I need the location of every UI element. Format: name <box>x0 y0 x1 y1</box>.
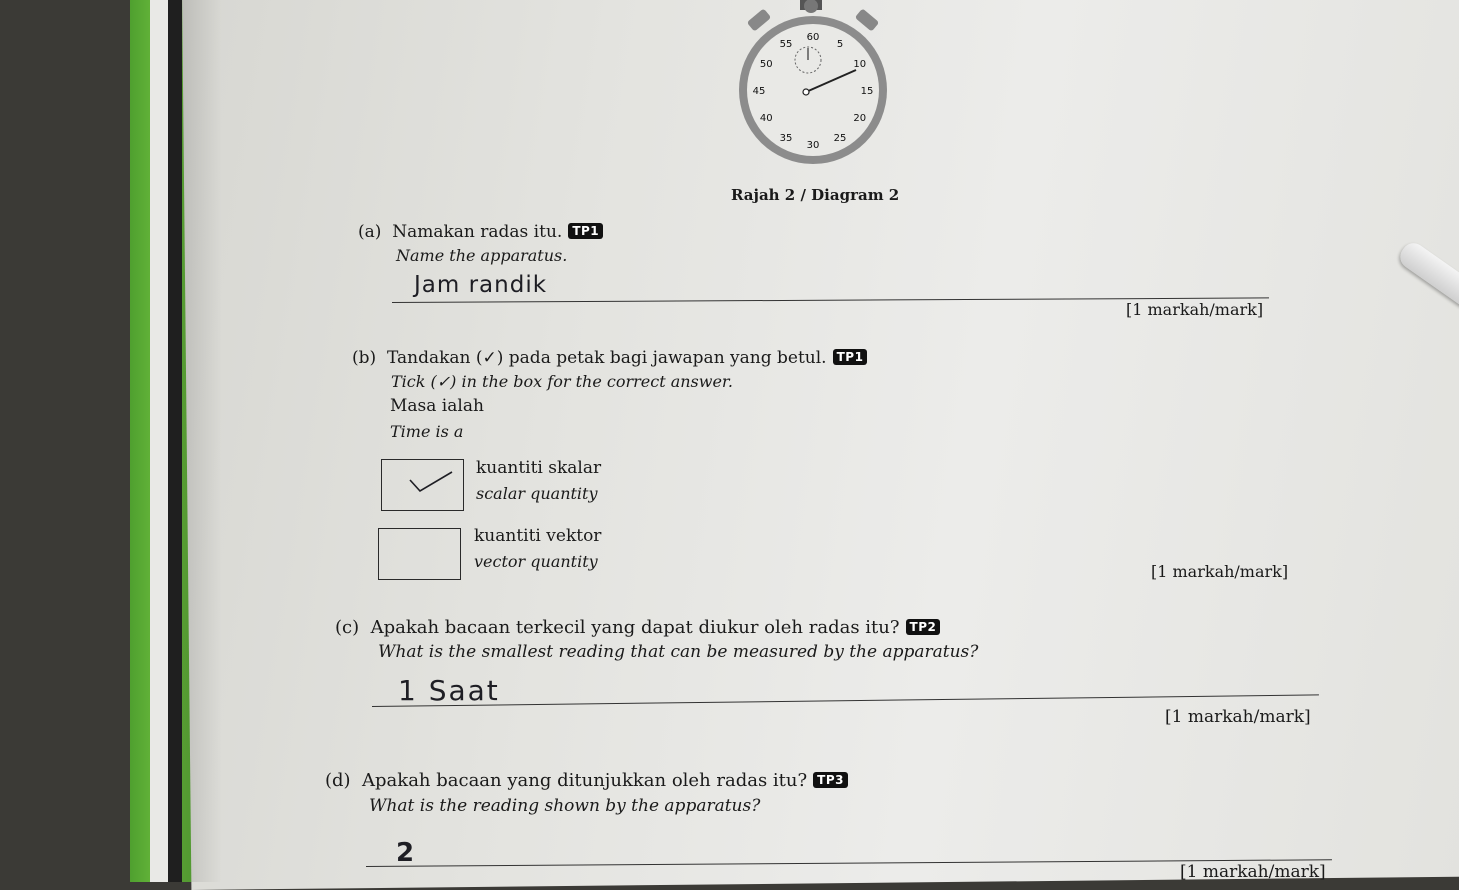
dial-number: 40 <box>759 113 773 124</box>
marks-b: [1 markah/mark] <box>1151 562 1289 581</box>
tp-badge: TP2 <box>906 619 941 635</box>
option-vector-ms: kuantiti vektor <box>474 526 602 546</box>
question-a-label: (a) <box>358 222 382 242</box>
answer-c-handwriting[interactable]: 1 Saat <box>398 674 500 707</box>
answer-d-handwriting[interactable]: 2 <box>396 838 415 868</box>
question-b-label: (b) <box>352 348 377 368</box>
dial-number: 45 <box>752 86 766 97</box>
question-a-text-ms: Namakan radas itu. <box>392 222 563 242</box>
question-c-text-en: What is the smallest reading that can be measured by the apparatus? <box>378 642 979 662</box>
dial-number: 5 <box>836 39 844 51</box>
option-vector-en: vector quantity <box>474 552 598 571</box>
dial-number: 15 <box>860 86 874 97</box>
option-scalar-ms: kuantiti skalar <box>476 458 602 478</box>
dial-number: 10 <box>853 59 867 70</box>
binder-shadow <box>168 0 182 882</box>
question-c-text-ms: Apakah bacaan terkecil yang dapat diukur oleh radas itu? <box>370 617 900 638</box>
question-a-text-en: Name the apparatus. <box>396 246 568 265</box>
marks-d: [1 markah/mark] <box>1180 862 1326 882</box>
stopwatch-button-right <box>855 8 880 31</box>
dial-number: 35 <box>779 132 793 144</box>
checkbox-vector[interactable] <box>378 528 461 580</box>
dial-number: 50 <box>759 59 773 70</box>
question-d-text-ms: Apakah bacaan yang ditunjukkan oleh radas itu? <box>362 770 808 791</box>
marks-a: [1 markah/mark] <box>1126 300 1264 319</box>
question-a <box>358 222 603 242</box>
checkbox-scalar[interactable] <box>381 459 464 511</box>
question-c-label: (c) <box>335 617 360 638</box>
question-d <box>325 770 848 791</box>
diagram-caption: Rajah 2 / Diagram 2 <box>731 186 900 204</box>
dial-number: 20 <box>853 113 867 124</box>
dial-number: 30 <box>806 140 820 151</box>
answer-a-handwriting[interactable]: Jam randik <box>414 272 548 298</box>
question-c <box>335 617 940 638</box>
dial-number: 60 <box>806 32 820 43</box>
tp-badge: TP1 <box>568 223 603 239</box>
stopwatch-diagram <box>738 0 908 170</box>
option-scalar-en: scalar quantity <box>476 484 598 503</box>
dial-number: 55 <box>779 39 793 51</box>
question-b <box>352 348 867 368</box>
dial-number: 25 <box>833 132 847 144</box>
marks-c: [1 markah/mark] <box>1165 707 1311 727</box>
stem-en: Time is a <box>390 422 464 441</box>
question-d-text-en: What is the reading shown by the apparatus? <box>369 796 761 816</box>
question-b-text-en: Tick (✓) in the box for the correct answer. <box>391 372 733 391</box>
tp-badge: TP1 <box>833 349 868 365</box>
tp-badge: TP3 <box>813 772 848 788</box>
stem-ms: Masa ialah <box>390 396 484 416</box>
question-d-label: (d) <box>325 770 351 791</box>
stopwatch-button-left <box>747 8 772 31</box>
page-shadow <box>182 0 222 882</box>
question-b-text-ms: Tandakan (✓) pada petak bagi jawapan yang betul. <box>386 348 827 368</box>
tick-mark-icon <box>382 460 463 510</box>
